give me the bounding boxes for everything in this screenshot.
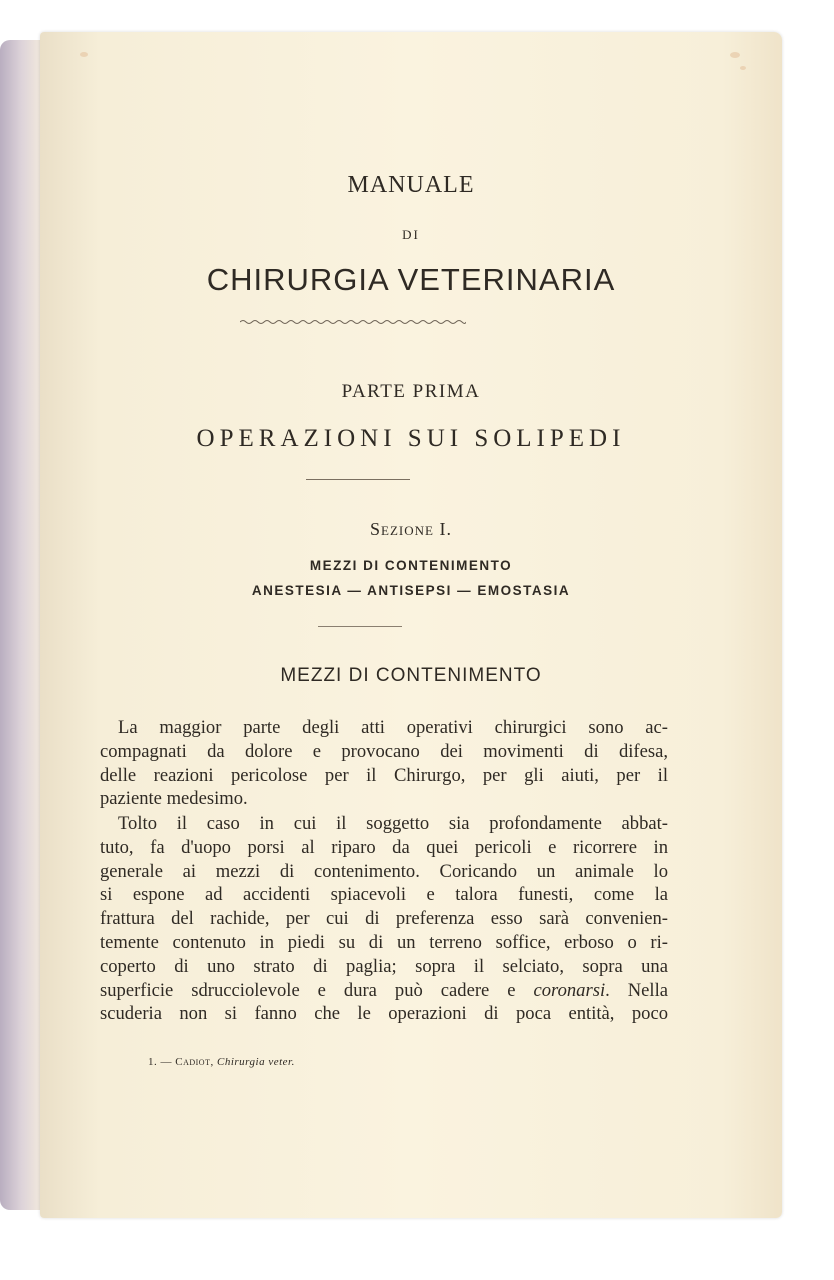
paper-stain: [730, 52, 740, 58]
section-topics-line1: MEZZI DI CONTENIMENTO: [309, 558, 513, 573]
paper-stain: [740, 66, 746, 70]
footnote-number: 1.: [148, 1056, 158, 1068]
text-line: generale ai mezzi di contenimento. Coricando un animale lo: [100, 860, 668, 882]
text-fragment: superficie sdrucciolevole e dura può cadere e: [100, 979, 534, 1001]
text-line: scuderia non si fanno che le operazioni di poca entità, poco: [100, 1003, 668, 1025]
footnote: [148, 1056, 295, 1068]
text-line: temente contenuto in piedi su di un terreno soffice, erboso o ri-: [100, 931, 668, 953]
title-di: DI: [402, 227, 420, 242]
section-topics-line2: ANESTESIA — ANTISEPSI — EMOSTASIA: [251, 583, 571, 598]
footnote-work: Chirurgia veter.: [216, 1056, 295, 1068]
title-chirurgia-veterinaria: CHIRURGIA VETERINARIA: [206, 262, 616, 297]
paper-stain: [80, 52, 88, 57]
text-line: La maggior parte degli atti operativi chirurgici sono ac-: [118, 717, 668, 738]
title-manuale: MANUALE: [347, 172, 475, 198]
part-subtitle: OPERAZIONI SUI SOLIPEDI: [196, 425, 626, 452]
text-line: tuto, fa d'uopo porsi al riparo da quei pericoli e ricorrere in: [100, 836, 668, 858]
book-page: [40, 32, 782, 1218]
text-line: coperto di uno strato di paglia; sopra il selciato, sopra una: [100, 955, 668, 977]
text-fragment: . Nella: [605, 979, 668, 1001]
rule-divider: [318, 626, 402, 627]
part-label: PARTE PRIMA: [341, 381, 481, 402]
section-label: Sezione I.: [370, 519, 452, 539]
paragraph-1: [100, 716, 668, 811]
footnote-dash: —: [160, 1056, 172, 1068]
text-line: Tolto il caso in cui il soggetto sia profondamente abbat-: [118, 813, 668, 834]
text-line: compagnati da dolore e provocano dei movimenti di difesa,: [100, 740, 668, 762]
text-line: paziente medesimo.: [100, 788, 248, 810]
text-line: [100, 979, 668, 1003]
chapter-heading: MEZZI DI CONTENIMENTO: [280, 665, 542, 686]
wavy-ornament-divider: [240, 318, 466, 326]
text-line: delle reazioni pericolose per il Chirurgo, per gli aiuti, per il: [100, 764, 668, 786]
text-line: frattura del rachide, per cui di preferenza esso sarà convenien-: [100, 908, 668, 930]
footnote-author: Cadiot,: [175, 1056, 214, 1068]
paragraph-2: [100, 812, 668, 1026]
italic-term: coronarsi: [533, 979, 606, 1001]
rule-divider: [306, 479, 410, 480]
text-line: si espone ad accidenti spiacevoli e talora funesti, come la: [100, 884, 668, 906]
